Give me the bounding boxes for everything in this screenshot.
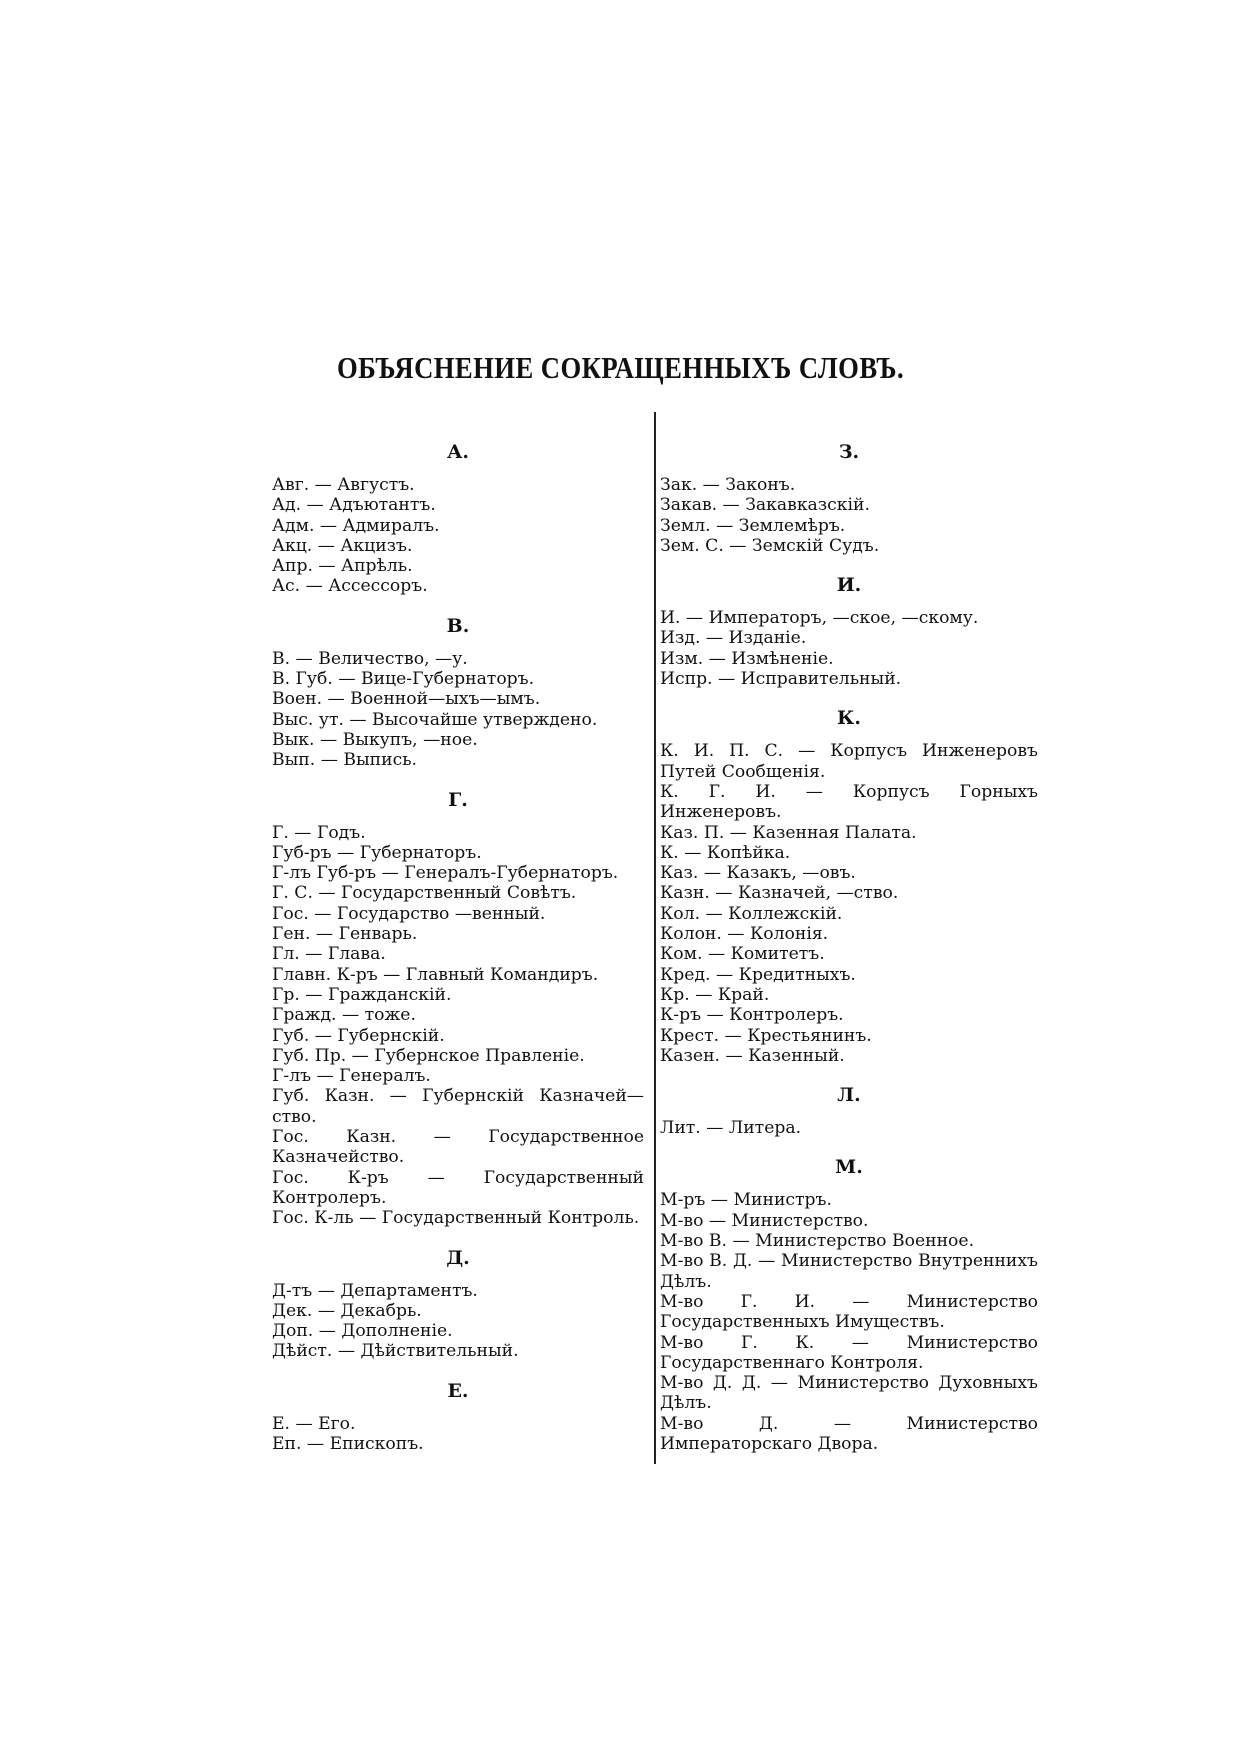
abbreviation-entry: Вып. — Выпись.	[272, 750, 418, 771]
abbreviation-entry: Г-лъ — Генералъ.	[272, 1066, 431, 1087]
abbreviation-entry: Ген. — Генварь.	[272, 924, 418, 945]
abbreviation-entry: Главн. К-ръ — Главный Командиръ.	[272, 964, 599, 985]
left-column	[272, 440, 644, 1454]
section-letter: В.	[446, 614, 470, 637]
abbreviation-entry: Еп. — Епископъ.	[272, 1433, 424, 1454]
abbreviation-entry: Д-тъ — Департаментъ.	[272, 1280, 478, 1301]
abbreviation-entry: Апр. — Апрѣль.	[272, 556, 413, 577]
abbreviation-entry: Гос. К-ръ — Государственный Контролеръ.	[272, 1167, 644, 1208]
abbreviation-entry: Испр. — Исправительный.	[660, 669, 902, 690]
abbreviation-entry: Дек. — Декабрь.	[272, 1300, 422, 1321]
section-letter: К.	[837, 707, 861, 730]
abbreviation-entry: Каз. — Казакъ, —овъ.	[660, 863, 856, 884]
abbreviation-entry: Земл. — Землемѣръ.	[660, 515, 846, 536]
abbreviation-entry: М-во Г. И. — Министерство Государственныхъ Имуществъ.	[660, 1291, 1038, 1333]
abbreviation-entry: Гл. — Глава.	[272, 944, 386, 965]
abbreviation-entry: Кр. — Край.	[660, 984, 770, 1005]
abbreviation-entry: Казн. — Казначей, —ство.	[660, 883, 899, 904]
abbreviation-entry: Ком. — Комитетъ.	[660, 944, 825, 965]
abbreviation-entry: Г. С. — Государственный Совѣтъ.	[272, 883, 577, 904]
section-letter: М.	[835, 1156, 863, 1179]
section-letter: З.	[838, 441, 860, 463]
abbreviation-entry: Колон. — Колонія.	[660, 924, 829, 945]
abbreviation-entry: М-во В. — Министерство Военное.	[660, 1231, 975, 1252]
abbreviation-entry: Губ. Казн. — Губернскій Казначей—ство.	[272, 1086, 644, 1127]
abbreviation-entry: Авг. — Августъ.	[272, 475, 415, 495]
abbreviation-entry: К. И. П. С. — Корпусъ Инженеровъ Путей Сообщенія.	[660, 741, 1038, 782]
abbreviation-entry: Выс. ут. — Высочайше утверждено.	[272, 709, 598, 730]
abbreviation-entry: К. Г. И. — Корпусъ Горныхъ Инженеровъ.	[660, 781, 1038, 823]
abbreviation-entry: Акц. — Акцизъ.	[272, 535, 413, 556]
abbreviation-entry: Каз. П. — Казенная Палата.	[660, 822, 917, 843]
abbreviation-entry: Г-лъ Губ-ръ — Генералъ-Губернаторъ.	[272, 863, 619, 884]
abbreviation-entry: Дѣйст. — Дѣйствительный.	[272, 1341, 519, 1362]
abbreviation-entry: Изм. — Измѣненіе.	[660, 648, 834, 669]
abbreviation-entry: Адм. — Адмиралъ.	[272, 515, 440, 536]
abbreviation-entry: Зем. С. — Земскій Судъ.	[660, 535, 880, 556]
abbreviation-entry: М-во В. Д. — Министерство Внутреннихъ Дѣлъ.	[660, 1251, 1038, 1292]
abbreviation-entry: Доп. — Дополненіе.	[272, 1321, 453, 1342]
abbreviation-entry: Гражд. — тоже.	[272, 1005, 416, 1026]
abbreviation-entry: К. — Копѣйка.	[660, 842, 791, 863]
column-divider	[654, 412, 656, 1464]
abbreviation-entry: М-во Г. К. — Министерство Государственнаго Контроля.	[660, 1332, 1038, 1373]
abbreviation-entry: М-во Д. — Министерство Императорскаго Двора.	[660, 1413, 1038, 1454]
abbreviation-entry: Воен. — Военной—ыхъ—ымъ.	[272, 689, 541, 710]
abbreviation-entry: И. — Императоръ, —ское, —скому.	[660, 608, 979, 629]
abbreviation-entry: Г. — Годъ.	[272, 822, 366, 843]
abbreviation-entry: Зак. — Законъ.	[660, 475, 796, 495]
abbreviation-entry: Ас. — Ассессоръ.	[272, 576, 428, 597]
abbreviation-entry: М-во Д. Д. — Министерство Духовныхъ Дѣлъ.	[660, 1373, 1038, 1414]
abbreviation-entry: Гос. Казн. — Государственное Казначейство.	[272, 1127, 644, 1168]
abbreviation-entry: Гр. — Гражданскій.	[272, 984, 452, 1005]
page-title: ОБЪЯСНЕНИЕ СОКРАЩЕННЫХЪ СЛОВЪ.	[336, 350, 905, 385]
abbreviation-entry: Кред. — Кредитныхъ.	[660, 964, 856, 985]
abbreviation-entry: Крест. — Крестьянинъ.	[660, 1025, 872, 1046]
section-letter: Г.	[448, 788, 468, 811]
abbreviation-entry: Кол. — Коллежскій.	[660, 903, 843, 924]
abbreviation-entry: Изд. — Изданіе.	[660, 628, 807, 649]
section-letter: А.	[446, 441, 470, 463]
abbreviation-entry: Закав. — Закавказскій.	[660, 495, 870, 516]
abbreviation-entry: Губ. — Губернскій.	[272, 1025, 445, 1046]
abbreviation-entry: Лит. — Литера.	[660, 1118, 802, 1139]
abbreviation-entry: Гос. К-ль — Государственный Контроль.	[272, 1208, 640, 1229]
section-letter: Е.	[447, 1379, 469, 1402]
abbreviation-entry: Гос. — Государство —венный.	[272, 903, 546, 924]
right-column	[660, 440, 1038, 1454]
abbreviation-entry: Е. — Его.	[272, 1413, 356, 1434]
abbreviation-entry: Ад. — Адъютантъ.	[272, 495, 436, 516]
abbreviation-entry: Губ-ръ — Губернаторъ.	[272, 842, 482, 863]
abbreviation-entry: М-во — Министерство.	[660, 1210, 869, 1231]
abbreviation-entry: В. Губ. — Вице-Губернаторъ.	[272, 669, 535, 690]
abbreviation-entry: В. — Величество, —у.	[272, 648, 468, 669]
section-letter: И.	[836, 574, 862, 597]
abbreviation-entry: М-ръ — Министръ.	[660, 1190, 832, 1211]
section-letter: Л.	[837, 1084, 861, 1107]
abbreviation-entry: Вык. — Выкупъ, —ное.	[272, 729, 478, 750]
abbreviation-entry: Казен. — Казенный.	[660, 1045, 845, 1066]
section-letter: Д.	[446, 1246, 470, 1269]
abbreviation-entry: Губ. Пр. — Губернское Правленіе.	[272, 1045, 585, 1066]
abbreviation-entry: К-ръ — Контролеръ.	[660, 1005, 844, 1026]
